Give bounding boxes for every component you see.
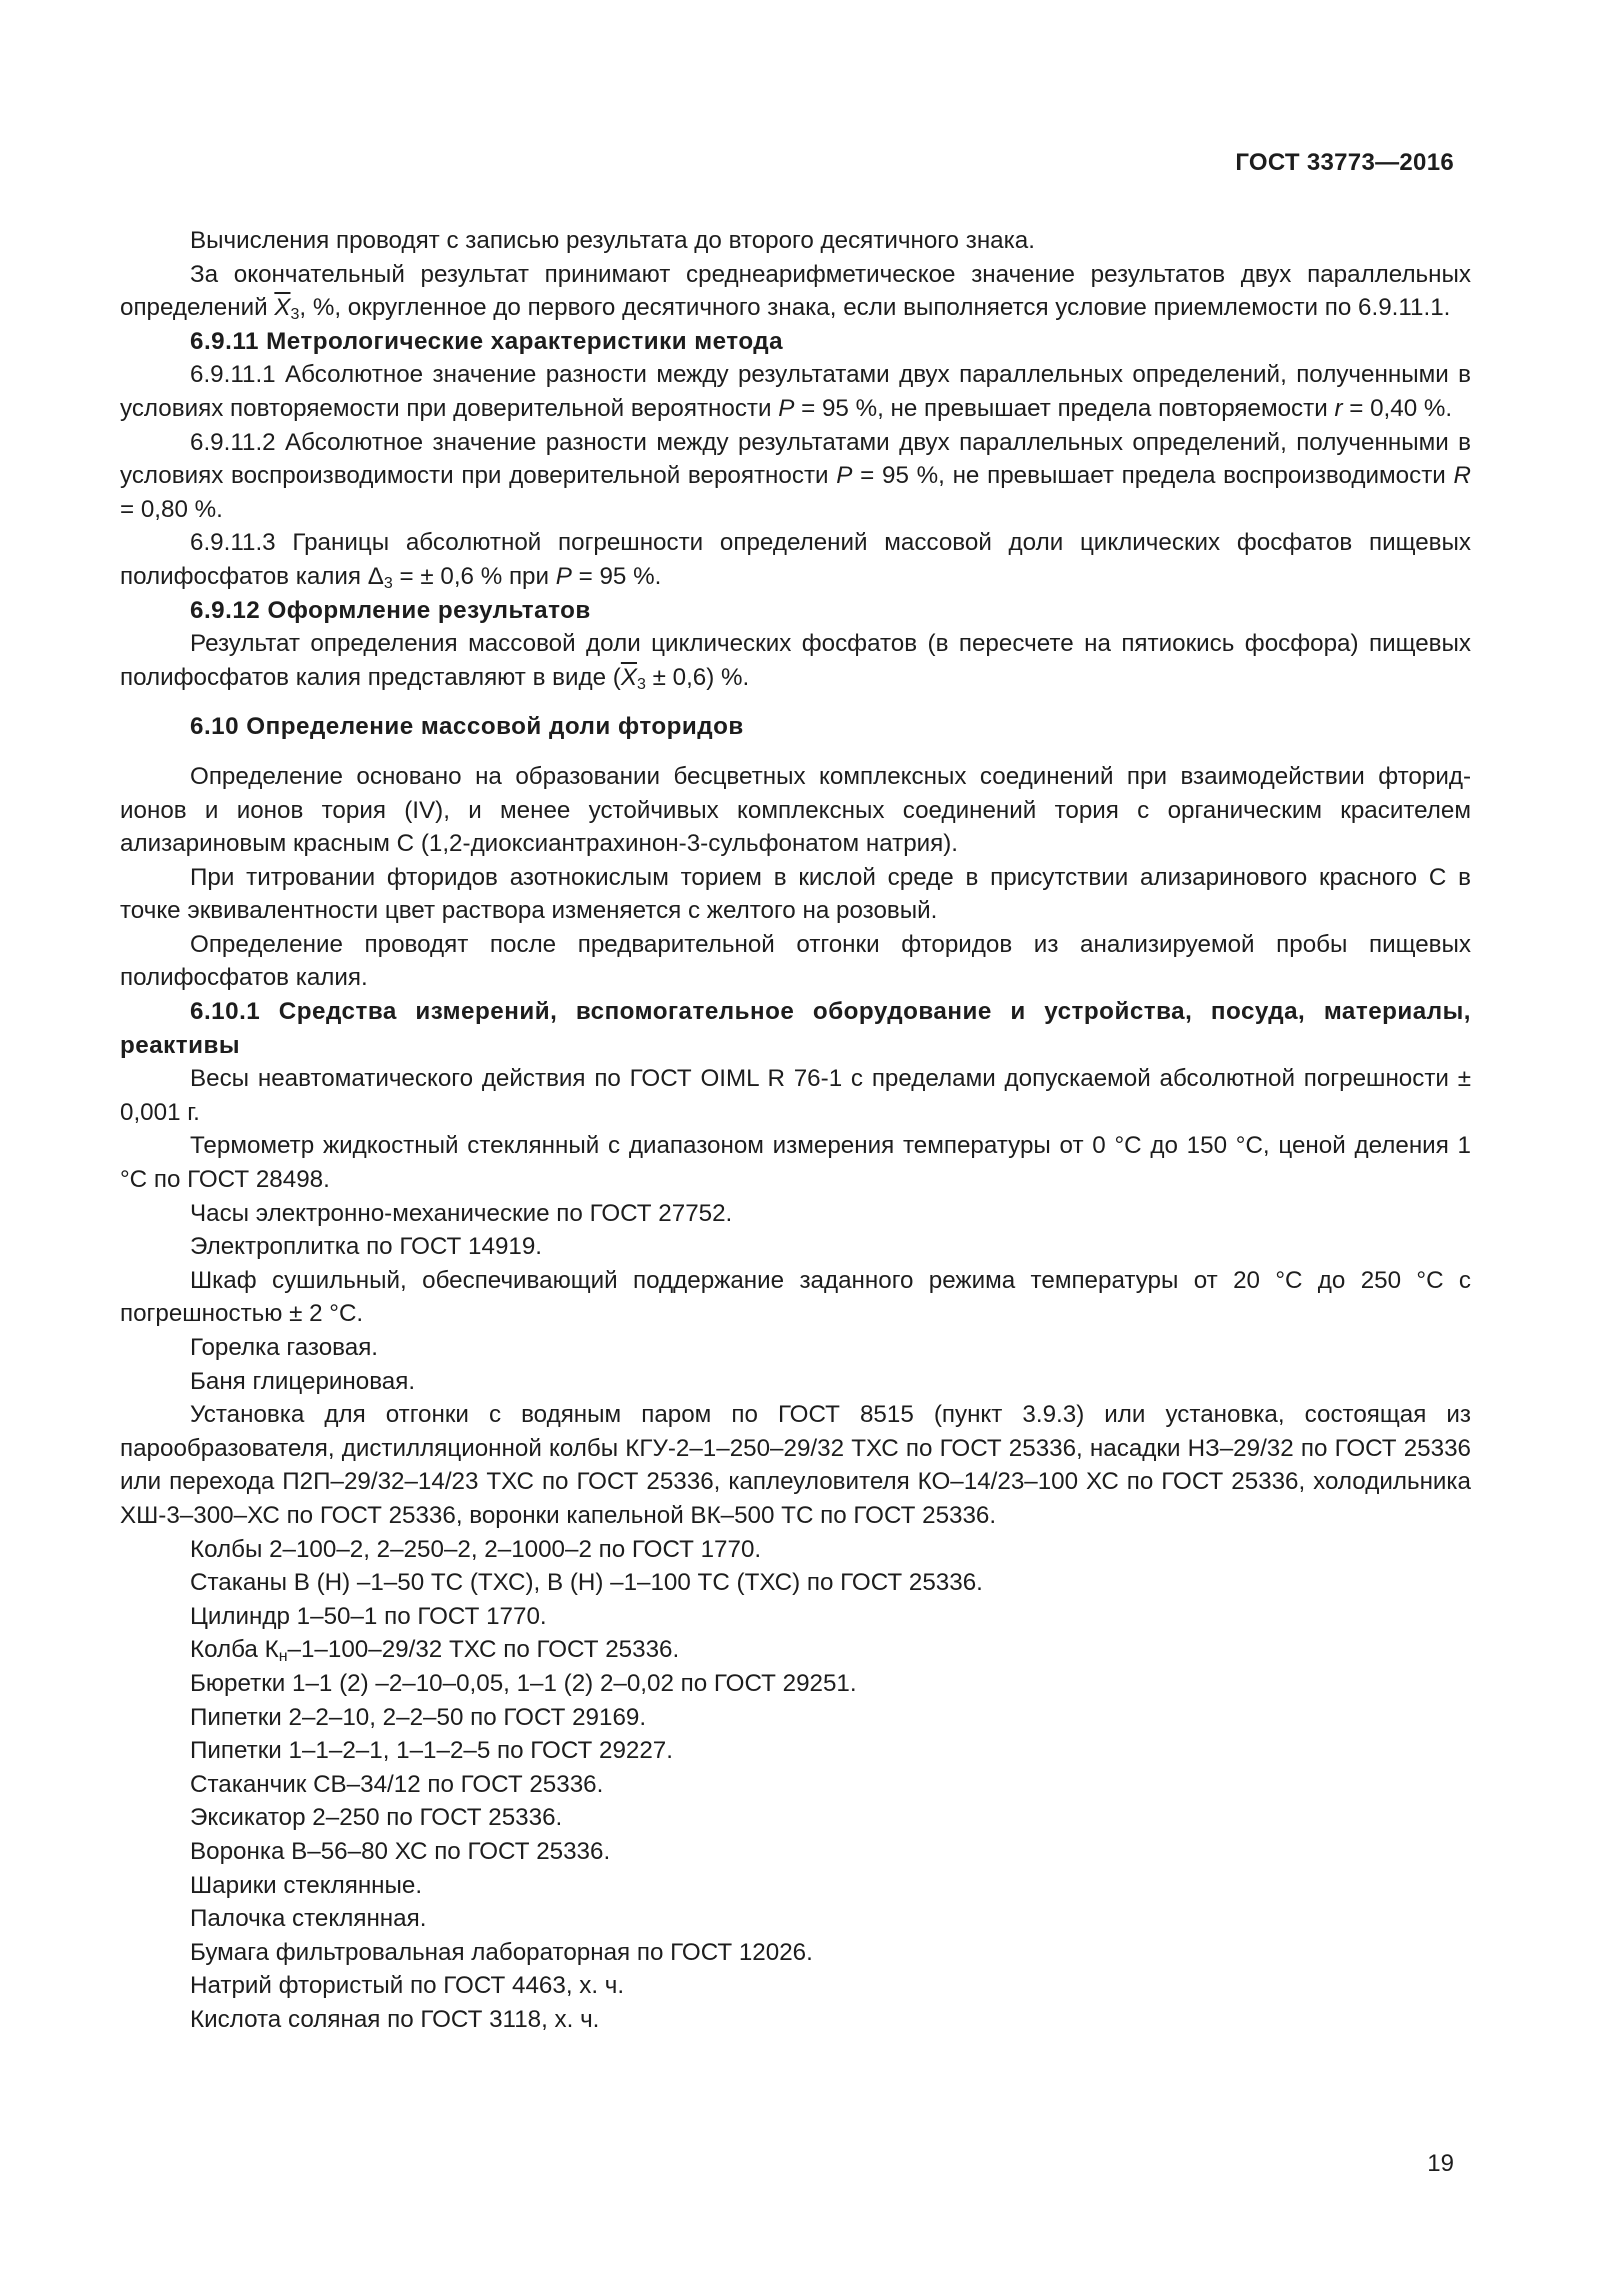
paragraph: Определение основано на образовании бесцветных комплексных соединений при взаимодействии фторид-ионов и ионов тория (IV), и менее устойчивых комплексных соединений тория с органическим красителем ализариновым красным С (1,2-диоксиантрахинон-3-сульфонатом натрия). [120,762,1471,858]
paragraph: Вычисления проводят с записью результата до второго десятичного знака. [190,227,1035,254]
list-item: Баня глицериновая. [190,1367,416,1395]
document-body [120,224,1471,2036]
paragraph: За окончательный результат принимают среднеарифметическое значение результатов двух параллельных определений $\overline{X}_3$, %, округленное до первого десятичного знака, если выполняется условие приемлемости по 6.9.11.1. [120,260,1471,324]
list-item: Воронка В–56–80 ХС по ГОСТ 25336. [190,1837,611,1865]
section-heading: 6.10 Определение массовой доли фторидов [190,713,744,741]
list-item: Весы неавтоматического действия по ГОСТ OIML R 76-1 с пределами допускаемой абсолютной погрешности ± 0,001 г. [120,1065,1471,1126]
list-item: Термометр жидкостный стеклянный с диапазоном измерения температуры от 0 °С до 150 °С, ценой деления 1 °С по ГОСТ 28498. [120,1132,1471,1194]
paragraph: 6.9.11.3 Границы абсолютной погрешности определений массовой доли циклических фосфатов пищевых полифосфатов калия $\Delta_3$ = ± 0,6 % при P = 95 %. [120,529,1471,592]
mean-symbol: $\overline{X}$ [274,294,291,322]
section-heading: 6.9.11 Метрологические характеристики метода [190,327,784,355]
section-heading: 6.10.1 Средства измерений, вспомогательное оборудование и устройства, посуда, материалы, реактивы [120,998,1471,1059]
paragraph: При титровании фторидов азотнокислым торием в кислой среде в присутствии ализаринового красного С в точке эквивалентности цвет раствора изменяется с желтого на розовый. [120,863,1471,925]
list-item: Пипетки 2–2–10, 2–2–50 по ГОСТ 29169. [190,1703,647,1731]
paragraph: 6.9.11.1 Абсолютное значение разности между результатами двух параллельных определений, полученными в условиях повторяемости при доверительной вероятности P = 95 %, не превышает предела повторяемости r = 0,40 %. [120,361,1471,422]
list-item: Горелка газовая. [190,1334,379,1361]
list-item: Шкаф сушильный, обеспечивающий поддержание заданного режима температуры от 20 °С до 250 °С с погрешностью ± 2 °С. [120,1266,1471,1328]
list-item: Колбы 2–100–2, 2–250–2, 2–1000–2 по ГОСТ 1770. [190,1535,762,1563]
list-item: Шарики стеклянные. [190,1871,423,1899]
list-item: Часы электронно-механические по ГОСТ 27752. [190,1199,733,1227]
section-heading: 6.9.12 Оформление результатов [190,596,591,624]
list-item: Установка для отгонки с водяным паром по ГОСТ 8515 (пункт 3.9.3) или установка, состоящая из парообразователя, дистилляционной колбы КГУ-2–1–250–29/32 ТХС по ГОСТ 25336, насадки НЗ–29/32 по ГОСТ 25336 или перехода П2П–29/32–14/23 ТХС по ГОСТ 25336, каплеуловителя КО–14/23–100 ХС по ГОСТ 25336, холодильника ХШ-3–300–ХС по ГОСТ 25336, воронки капельной ВК–500 ТС по ГОСТ 25336. [120,1401,1471,1529]
list-item: Пипетки 1–1–2–1, 1–1–2–5 по ГОСТ 29227. [190,1737,673,1765]
paragraph: Результат определения массовой доли циклических фосфатов (в пересчете на пятиокись фосфора) пищевых полифосфатов калия представляют в виде $(\overline{X}_3 \pm 0,6)$ %. [120,630,1471,693]
list-item: Натрий фтористый по ГОСТ 4463, х. ч. [190,1972,625,2000]
list-item: Цилиндр 1–50–1 по ГОСТ 1770. [190,1602,547,1630]
list-item: Электроплитка по ГОСТ 14919. [190,1233,543,1261]
page-number: 19 [1427,2150,1454,2177]
list-item: Кислота соляная по ГОСТ 3118, х. ч. [190,2005,600,2033]
list-item: Колба $К_н-1-100-29/32$ ТХС по ГОСТ 25336. [190,1636,680,1666]
list-item: Стаканчик СВ–34/12 по ГОСТ 25336. [190,1770,604,1798]
list-item: Палочка стеклянная. [190,1905,427,1933]
mean-symbol: $\overline{X}$ [620,663,638,691]
list-item: Бюретки 1–1 (2) –2–10–0,05, 1–1 (2) 2–0,02 по ГОСТ 29251. [190,1669,857,1697]
paragraph: 6.9.11.2 Абсолютное значение разности между результатами двух параллельных определений, полученными в условиях воспроизводимости при доверительной вероятности P = 95 %, не превышает предела воспроизводимости R = 0,80 %. [120,428,1471,523]
list-item: Бумага фильтровальная лабораторная по ГОСТ 12026. [190,1938,813,1966]
list-item: Эксикатор 2–250 по ГОСТ 25336. [190,1804,563,1832]
document-header: ГОСТ 33773—2016 [1235,149,1454,176]
list-item: Стаканы В (Н) –1–50 ТС (ТХС), В (Н) –1–100 ТС (ТХС) по ГОСТ 25336. [190,1569,983,1597]
paragraph: Определение проводят после предварительной отгонки фторидов из анализируемой пробы пищевых полифосфатов калия. [120,930,1471,992]
